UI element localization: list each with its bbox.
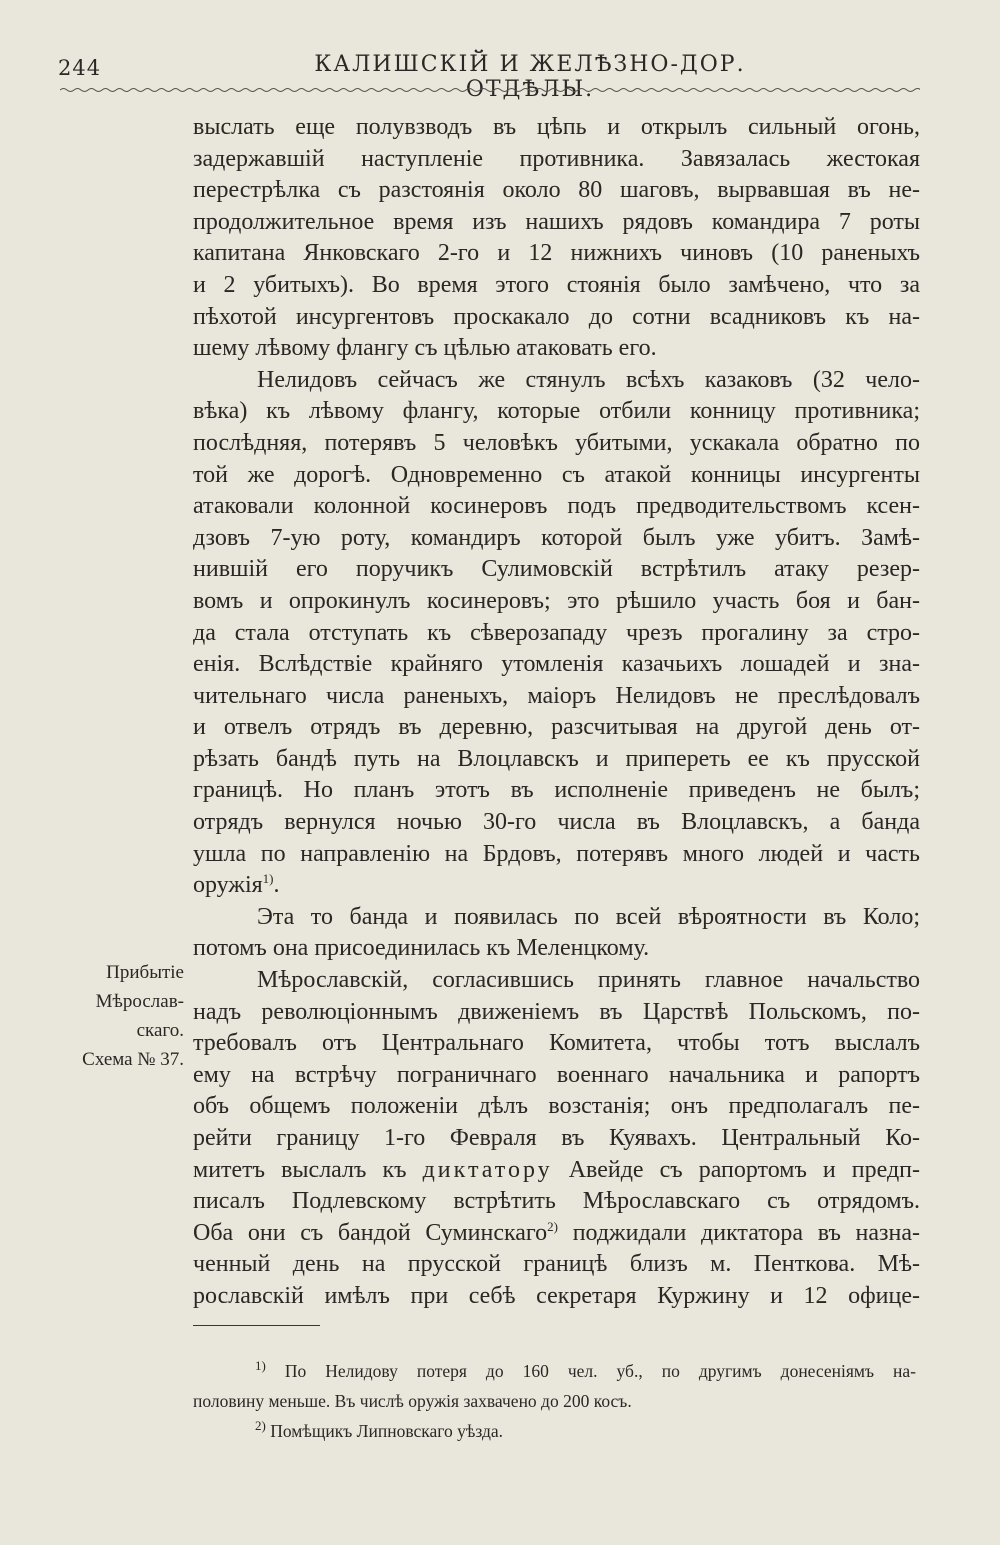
text-line: вѣка) къ лѣвому флангу, которые отбили конницу противника;	[193, 398, 920, 425]
text-fragment: Оба они съ бандой Суминскаго	[193, 1219, 548, 1246]
text-line: перестрѣлка съ разстоянія около 80 шаговъ, вырвавшая въ не-	[193, 177, 920, 204]
margin-note	[66, 958, 184, 1074]
text-line: рославскій имѣлъ при себѣ секретаря Куржину и 12 офице-	[193, 1282, 920, 1309]
footnote-separator	[193, 1325, 320, 1326]
page-number: 244	[58, 56, 102, 80]
text-line: дзовъ 7-ую роту, командиръ которой былъ уже убитъ. Замѣ-	[193, 524, 920, 551]
text-line: Эта то банда и появилась по всей вѣроятности въ Коло;	[257, 903, 920, 930]
text-line: Мѣрославскій, согласившись принять главное начальство	[257, 967, 920, 994]
text-line: той же дорогѣ. Одновременно съ атакой конницы инсургенты	[193, 461, 920, 488]
text-fragment: .	[273, 872, 280, 899]
footnote-text: Помѣщикъ Липновскаго уѣзда.	[270, 1421, 504, 1441]
spaced-word: диктатору	[422, 1156, 553, 1183]
footnote-text: По Нелидову потеря до 160 чел. уб., по другимъ донесеніямъ на-	[284, 1361, 916, 1381]
text-line	[193, 1155, 920, 1187]
text-line: рѣзать бандѣ путь на Влоцлавскъ и припереть ее къ прусской	[193, 745, 920, 772]
text-line: отрядъ вернулся ночью 30-го числа въ Влоцлавскъ, а банда	[193, 809, 920, 836]
text-line: рейти границу 1-го Февраля въ Куявахъ. Центральный Ко-	[193, 1125, 920, 1151]
text-line: вомъ и опрокинулъ косинеровъ; это рѣшило участь боя и бан-	[193, 587, 920, 614]
footnote-ref-1[interactable]: 1)	[262, 871, 274, 887]
footnotes	[193, 1356, 916, 1446]
text-line: выслать еще полувзводъ въ цѣпь и открылъ сильный огонь,	[193, 114, 920, 140]
text-line: послѣдняя, потерявъ 5 человѣкъ убитыми, ускакала обратно по	[193, 429, 920, 456]
footnote-2	[193, 1416, 916, 1446]
text-line: и отвелъ отрядъ въ деревню, разсчитывая на другой день от-	[193, 714, 920, 741]
footnote-1	[193, 1356, 916, 1386]
text-line	[193, 870, 920, 902]
running-head: КАЛИШСКІЙ И ЖЕЛѢЗНО-ДОР. ОТДѢЛЫ.	[314, 52, 746, 102]
footnote-ref-2[interactable]: 2)	[547, 1218, 559, 1234]
text-line: ему на встрѣчу пограничнаго военнаго начальника и рапортъ	[193, 1061, 920, 1088]
header-wavy-rule	[60, 84, 920, 96]
text-line: ченный день на прусской границѣ близъ м. Пенткова. Мѣ-	[193, 1251, 920, 1278]
text-line: да стала отступать къ сѣверозападу чрезъ прогалину за стро-	[193, 619, 920, 646]
margin-note-line: Схема № 37.	[82, 1049, 184, 1070]
text-fragment: поджидали диктатора въ назна-	[572, 1219, 921, 1246]
margin-note-line: Прибытіе	[106, 962, 184, 983]
text-fragment: митетъ выслалъ къ	[193, 1156, 407, 1183]
text-line: енія. Вслѣдствіе крайняго утомленія казачьихъ лошадей и зна-	[193, 651, 920, 678]
footnote-mark: 1)	[255, 1358, 266, 1374]
text-line: объ общемъ положеніи дѣлъ возстанія; онъ предполагалъ пе-	[193, 1093, 920, 1120]
margin-note-line: Мѣрослав-	[95, 991, 184, 1012]
footnote-mark: 2)	[255, 1418, 266, 1434]
text-line: писалъ Подлевскому встрѣтить Мѣрославскаго съ отрядомъ.	[193, 1188, 920, 1215]
text-line: Нелидовъ сейчасъ же стянулъ всѣхъ казаковъ (32 чело-	[257, 366, 920, 393]
text-line: границѣ. Но планъ этотъ въ исполненіе приведенъ не былъ;	[193, 777, 920, 804]
text-line: продолжительное время изъ нашихъ рядовъ командира 7 роты	[193, 208, 920, 235]
footnote-1-cont: половину меньше. Въ числѣ оружія захвачено до 200 косъ.	[193, 1391, 632, 1411]
text-line: надъ революціоннымъ движеніемъ въ Царствѣ Польскомъ, по-	[193, 998, 920, 1025]
text-line: атаковали колонной косинеровъ подъ предводительствомъ ксен-	[193, 493, 920, 520]
text-line: пѣхотой инсургентовъ проскакало до сотни всадниковъ къ на-	[193, 303, 920, 330]
margin-note-line: скаго.	[136, 1020, 184, 1041]
text-line: задержавшій наступленіе противника. Завязалась жестокая	[193, 145, 920, 172]
text-line: капитана Янковскаго 2-го и 12 нижнихъ чиновъ (10 раненыхъ	[193, 240, 920, 267]
text-line	[193, 1218, 920, 1250]
text-line: требовалъ отъ Центральнаго Комитета, чтобы тотъ выслалъ	[193, 1030, 920, 1057]
text-line: и 2 убитыхъ). Во время этого стоянія было замѣчено, что за	[193, 271, 920, 298]
text-fragment: оружія	[193, 872, 263, 899]
text-line: нившій его поручикъ Сулимовскій встрѣтилъ атаку резер-	[193, 556, 920, 583]
text-line: шему лѣвому флангу съ цѣлью атаковать его.	[193, 335, 657, 362]
text-line: чительнаго числа раненыхъ, маіоръ Нелидовъ не преслѣдовалъ	[193, 682, 920, 709]
main-text	[193, 112, 920, 1313]
text-line: ушла по направленію на Брдовъ, потерявъ много людей и часть	[193, 840, 920, 867]
text-line: потомъ она присоединилась къ Меленцкому.	[193, 935, 650, 962]
text-fragment: Авейде съ рапортомъ и предп-	[568, 1156, 920, 1183]
